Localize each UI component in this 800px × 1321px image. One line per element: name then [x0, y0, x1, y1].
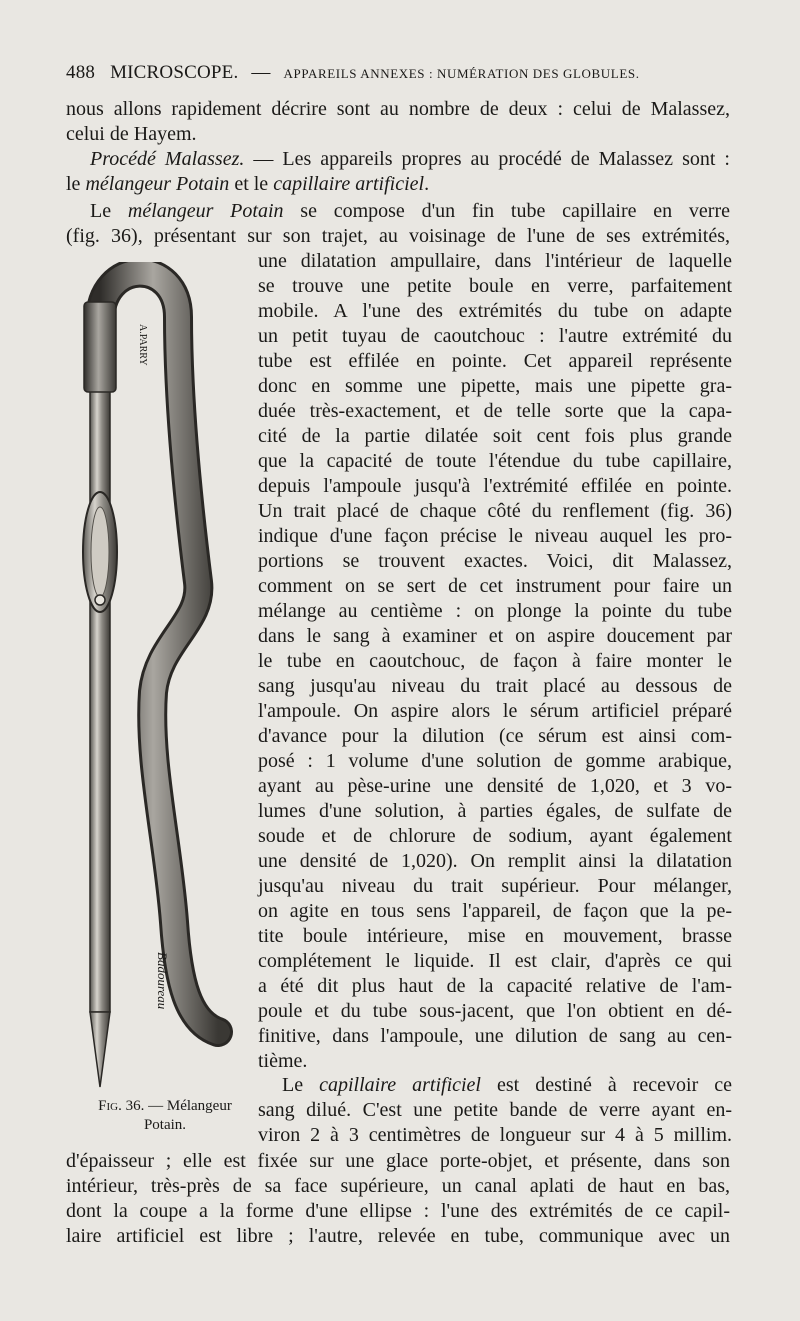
- column-text-line: donc en somme une pipette, mais une pipette gra-: [258, 375, 732, 397]
- column-text-line: poule et du tube sous-jacent, que l'on obtient en dé-: [258, 1000, 732, 1022]
- column-text-line: complétement le liquide. Il est clair, d'après ce qui: [258, 950, 732, 972]
- engraved-label: A.PARRY: [137, 324, 148, 366]
- column-text-line: indique d'une façon précise le niveau auquel les pro-: [258, 525, 732, 547]
- column-text-line: que la capacité de toute l'étendue du tube capillaire,: [258, 450, 732, 472]
- paragraph-capillaire-line: viron 2 à 3 centimètres de longueur sur 4 à 5 millim.: [258, 1124, 732, 1146]
- text-line: dont la coupe a la forme d'une ellipse : l'une des extrémités de ce capil-: [66, 1200, 730, 1222]
- section-title: Procédé Malassez.: [90, 148, 245, 170]
- column-text-line: un petit tuyau de caoutchouc : l'autre extrémité du: [258, 325, 732, 347]
- column-text-line: depuis l'ampoule jusqu'à l'extrémité effilée en pointe.: [258, 475, 732, 497]
- mixing-ball: [95, 595, 105, 605]
- column-text-line: cité de la partie dilatée soit cent fois plus grande: [258, 425, 732, 447]
- column-text-line: sang jusqu'au niveau du trait placé au dessous de: [258, 675, 732, 697]
- column-text-line: soude et de chlorure de sodium, ayant également: [258, 825, 732, 847]
- text-line: d'épaisseur ; elle est fixée sur une glace porte-objet, et présente, dans son: [66, 1150, 730, 1172]
- figure-caption: Fig. 36. — Mélangeur Potain.: [98, 1098, 232, 1133]
- text-line: laire artificiel est libre ; l'autre, relevée en tube, communique avec un: [66, 1225, 730, 1247]
- column-text-line: lumes d'une solution, à parties égales, de sulfate de: [258, 800, 732, 822]
- column-text-line: le tube en caoutchouc, de façon à faire monter le: [258, 650, 732, 672]
- glass-tube: [90, 372, 110, 1012]
- column-text-line: se trouve une petite boule en verre, parfaitement: [258, 275, 732, 297]
- column-text-line: a été dit plus haut de la capacité relative de l'am-: [258, 975, 732, 997]
- column-text-line: mélange au centième : on plonge la pointe du tube: [258, 600, 732, 622]
- column-text-line: une densité de 1,020). On remplit ainsi la dilatation: [258, 850, 732, 872]
- pointed-tip: [90, 1012, 110, 1087]
- caption-fig-number: Fig. 36.: [98, 1098, 145, 1114]
- column-text-line: tite boule intérieure, mise en mouvement, brasse: [258, 925, 732, 947]
- running-header: [66, 62, 736, 86]
- paragraph-capillaire-line: Le capillaire artificiel est destiné à recevoir ce: [282, 1074, 732, 1096]
- column-text-line: tième.: [258, 1050, 308, 1072]
- text-line: intérieur, très-près de sa face supérieure, un canal aplati de haut en bas,: [66, 1175, 730, 1197]
- paragraph-malassez-line: Procédé Malassez. — Les appareils propres au procédé de Malassez sont :: [90, 148, 730, 170]
- column-text-line: une dilatation ampullaire, dans l'intérieur de laquelle: [258, 250, 732, 272]
- paragraph-capillaire-line: sang dilué. C'est une petite bande de verre ayant en-: [258, 1099, 732, 1121]
- column-text-line: l'ampoule. On aspire alors le sérum artificiel préparé: [258, 700, 732, 722]
- column-text-line: jusqu'au niveau du trait supérieur. Pour mélanger,: [258, 875, 732, 897]
- text-line: celui de Hayem.: [66, 123, 197, 145]
- column-text-line: posé : 1 volume d'une solution de gomme arabique,: [258, 750, 732, 772]
- rubber-sleeve: [84, 302, 116, 392]
- header-title: MICROSCOPE.: [110, 62, 239, 83]
- column-text-line: on agite en tous sens l'appareil, de façon que la pe-: [258, 900, 732, 922]
- header-subtitle: APPAREILS ANNEXES : NUMÉRATION DES GLOBULES.: [283, 66, 640, 81]
- paragraph-melangeur-line: Le mélangeur Potain se compose d'un fin tube capillaire en verre: [90, 200, 731, 222]
- column-text-line: dans le sang à examiner et on aspire doucement par: [258, 625, 732, 647]
- melangeur-potain-illustration: [78, 262, 248, 1092]
- paragraph-melangeur-line: (fig. 36), présentant sur son trajet, au voisinage de l'une de ses extrémités,: [66, 225, 730, 247]
- column-text-line: mobile. A l'une des extrémités du tube on adapte: [258, 300, 732, 322]
- column-text-line: comment on se sert de cet instrument pour faire un: [258, 575, 732, 597]
- column-text-line: finitive, dans l'ampoule, une dilution de sang au cen-: [258, 1025, 732, 1047]
- column-text-line: Un trait placé de chaque côté du renflement (fig. 36): [258, 500, 732, 522]
- text-line: nous allons rapidement décrire sont au nombre de deux : celui de Malassez,: [66, 98, 730, 120]
- column-text-line: duée très-exactement, et de telle sorte que la capa-: [258, 400, 732, 422]
- column-text-line: tube est effilée en pointe. Cet appareil représente: [258, 350, 732, 372]
- column-text-line: portions se trouvent exactes. Voici, dit Malassez,: [258, 550, 732, 572]
- page-number: 488: [66, 62, 96, 83]
- column-text-line: d'avance pour la dilution (ce sérum est ainsi com-: [258, 725, 732, 747]
- header-separator: —: [251, 62, 271, 83]
- paragraph-malassez-line: le mélangeur Potain et le capillaire artificiel.: [66, 173, 430, 195]
- engraver-signature: Badoureau: [155, 952, 170, 1010]
- column-text-line: ayant au pèse-urine une densité de 1,020, et 3 vo-: [258, 775, 732, 797]
